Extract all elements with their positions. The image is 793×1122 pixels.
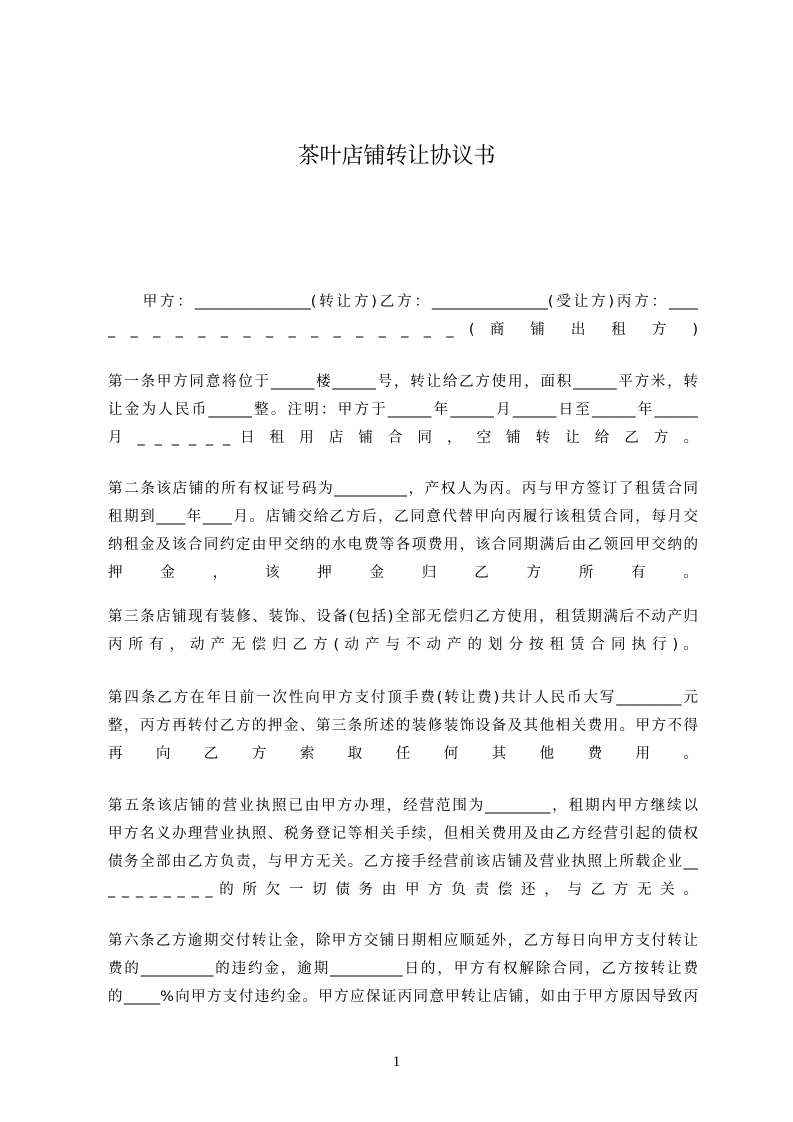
- text-line: 押 金 ， 该 押 金 归 乙 方 所 有 。: [108, 565, 698, 581]
- text-line: 第六条乙方逾期交付转让金，除甲方交铺日期相应顺延外，乙方每日向甲方支付转让: [108, 933, 698, 949]
- text-line: 甲方：________________(转让方)乙方：________________(受让方)丙方：____: [108, 294, 698, 310]
- paragraph-article-2: [108, 475, 698, 587]
- text-line: _ _ _ _ _ _ _ _ _ _ _ _ _ _ _ _ ( 商 铺 出 租 方 ): [108, 322, 698, 338]
- document-title: 茶叶店铺转让协议书: [297, 144, 496, 169]
- text-line: 纳租金及该合同约定由甲交纳的水电费等各项费用，该合同期满后由乙领回甲交纳的: [108, 537, 698, 553]
- text-line: 整，丙方再转付乙方的押金、第三条所述的装修装饰设备及其他相关费用。甲方不得: [108, 718, 698, 734]
- text-line: _ _ _ _ _ _ _ _ 的 所 欠 一 切 债 务 由 甲 方 负 责 偿 还 ， 与 乙 方 无 关 。: [108, 882, 698, 898]
- paragraph-article-4: [108, 684, 698, 768]
- paragraph-article-6: [108, 927, 698, 1011]
- paragraph-parties: [108, 288, 698, 344]
- text-line: 债务全部由乙方负责，与甲方无关。乙方接手经营前该店铺及营业执照上所载企业__: [108, 854, 698, 870]
- text-line: 租期到____年____月。店铺交给乙方后，乙同意代替甲向丙履行该租赁合同，每月交: [108, 509, 698, 525]
- text-line: 的_____%向甲方支付违约金。甲方应保证丙同意甲转让店铺，如由于甲方原因导致丙: [108, 989, 698, 1005]
- text-line: 让金为人民币______整。注明：甲方于______年______月______日至______年______: [108, 402, 698, 418]
- paragraph-article-1: [108, 368, 698, 452]
- text-line: 第二条该店铺的所有权证号码为__________，产权人为丙。丙与甲方签订了租赁合同: [108, 481, 698, 497]
- text-line: 甲方名义办理营业执照、税务登记等相关手续，但相关费用及由乙方经营引起的债权: [108, 826, 698, 842]
- text-line: 第一条甲方同意将位于______楼______号，转让给乙方使用，面积______平方米，转: [108, 374, 698, 390]
- text-line: 第五条该店铺的营业执照已由甲方办理，经营范围为_________，租期内甲方继续以: [108, 798, 698, 814]
- paragraph-article-3: [108, 603, 698, 659]
- page-number: 1: [392, 1054, 401, 1070]
- text-line: 月 _ _ _ _ _ _ 日 租 用 店 铺 合 同 ， 空 铺 转 让 给 乙 方 。: [108, 430, 698, 446]
- text-line: 丙 所 有 ， 动 产 无 偿 归 乙 方 ( 动 产 与 不 动 产 的 划 分 按 租 赁 合 同 执 行 ) 。: [108, 637, 698, 653]
- text-line: 再 向 乙 方 索 取 任 何 其 他 费 用 。: [108, 746, 698, 762]
- paragraph-article-5: [108, 792, 698, 904]
- text-line: 第三条店铺现有装修、装饰、设备(包括)全部无偿归乙方使用，租赁期满后不动产归: [108, 609, 698, 625]
- text-line: 第四条乙方在年日前一次性向甲方支付顶手费(转让费)共计人民币大写_________元: [108, 690, 698, 706]
- text-line: 费的__________的违约金，逾期__________日的，甲方有权解除合同，乙方按转让费: [108, 961, 698, 977]
